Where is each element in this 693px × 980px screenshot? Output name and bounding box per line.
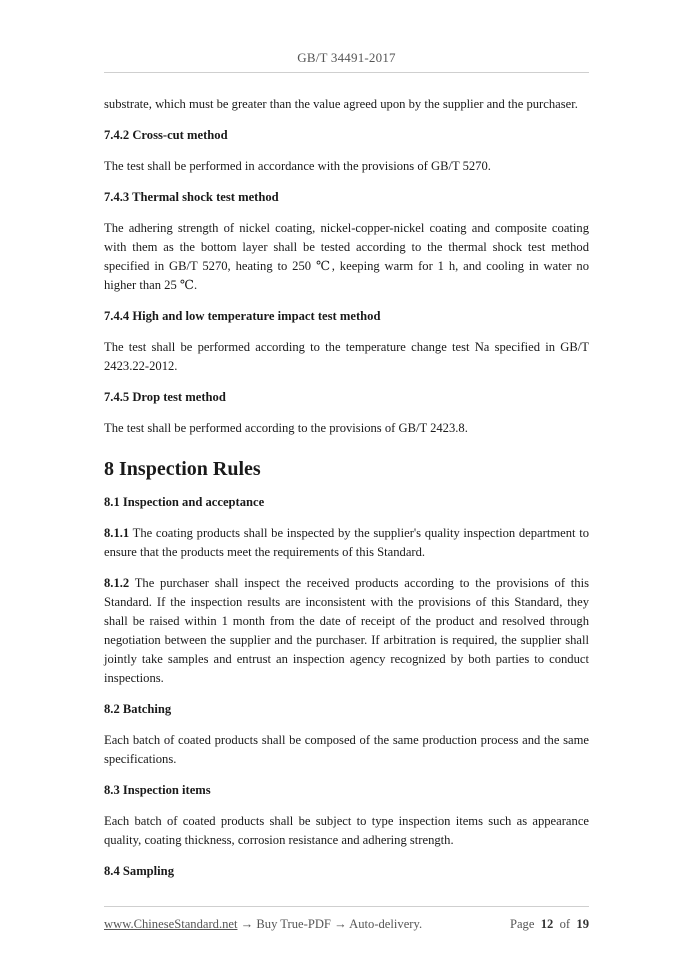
- heading-8-1: 8.1 Inspection and acceptance: [104, 495, 265, 509]
- page-total: 19: [576, 917, 589, 931]
- page-header: GB/T 34491-2017: [297, 50, 396, 65]
- heading-8-2: 8.2 Batching: [104, 702, 172, 716]
- heading-7-4-3: 7.4.3 Thermal shock test method: [104, 190, 279, 204]
- website-link[interactable]: www.ChineseStandard.net: [104, 917, 238, 931]
- heading-8-4: 8.4 Sampling: [104, 864, 174, 878]
- heading-8-inspection-rules: 8 Inspection Rules: [104, 458, 261, 480]
- paragraph-8-1-2: [104, 574, 589, 688]
- footer-divider: [104, 906, 589, 907]
- page-of-label: of: [559, 917, 571, 931]
- heading-7-4-4: 7.4.4 High and low temperature impact test method: [104, 309, 381, 323]
- paragraph-7-4-2: The test shall be performed in accordance with the provisions of GB/T 5270.: [104, 159, 491, 173]
- paragraph-8-2: Each batch of coated products shall be composed of the same production process and the same specifications.: [104, 733, 589, 766]
- paragraph-8-1-1: [104, 524, 589, 562]
- page-current: 12: [540, 917, 554, 931]
- paragraph-8-3: Each batch of coated products shall be subject to type inspection items such as appearance quality, coating thickness, corrosion resistance and adhering strength.: [104, 814, 589, 847]
- clause-text-8-1-2: The purchaser shall inspect the received products according to the provisions of this Standard. If the inspection results are inconsistent with the provisions of this Standard, they shall be raised within 1 month from the date of receipt of the product and resolved through negotiation between the supplier and the purchaser. If arbitration is required, the supplier shall jointly take samples and entrust an inspection agency recognized by both parties to conduct inspections.: [104, 576, 589, 685]
- heading-8-3: 8.3 Inspection items: [104, 783, 211, 797]
- page-number: [510, 917, 589, 932]
- promo-text: → Buy True-PDF → Auto-delivery.: [237, 917, 423, 931]
- paragraph-7-4-3: The adhering strength of nickel coating, nickel-copper-nickel coating and composite coating with them as the bottom layer shall be tested according to the thermal shock test method specified in GB/T 5270, heating to 250 ℃, keeping warm for 1 h, and cooling in water no higher than 25 ℃.: [104, 221, 589, 292]
- document-body: [104, 95, 589, 893]
- heading-7-4-5: 7.4.5 Drop test method: [104, 390, 226, 404]
- clause-text-8-1-1: The coating products shall be inspected by the supplier's quality inspection department to ensure that the products meet the requirements of this Standard.: [104, 526, 589, 559]
- page-label: Page: [509, 917, 535, 931]
- paragraph-7-4-5: The test shall be performed according to the provisions of GB/T 2423.8.: [104, 421, 468, 435]
- clause-number-8-1-1: 8.1.1: [104, 526, 130, 540]
- header-divider: [104, 72, 589, 73]
- paragraph-continuation: substrate, which must be greater than the value agreed upon by the supplier and the purchaser.: [104, 97, 578, 111]
- clause-number-8-1-2: 8.1.2: [104, 576, 130, 590]
- footer-promo: [104, 917, 422, 932]
- paragraph-7-4-4: The test shall be performed according to the temperature change test Na specified in GB/T 2423.22-2012.: [104, 340, 589, 373]
- heading-7-4-2: 7.4.2 Cross-cut method: [104, 128, 228, 142]
